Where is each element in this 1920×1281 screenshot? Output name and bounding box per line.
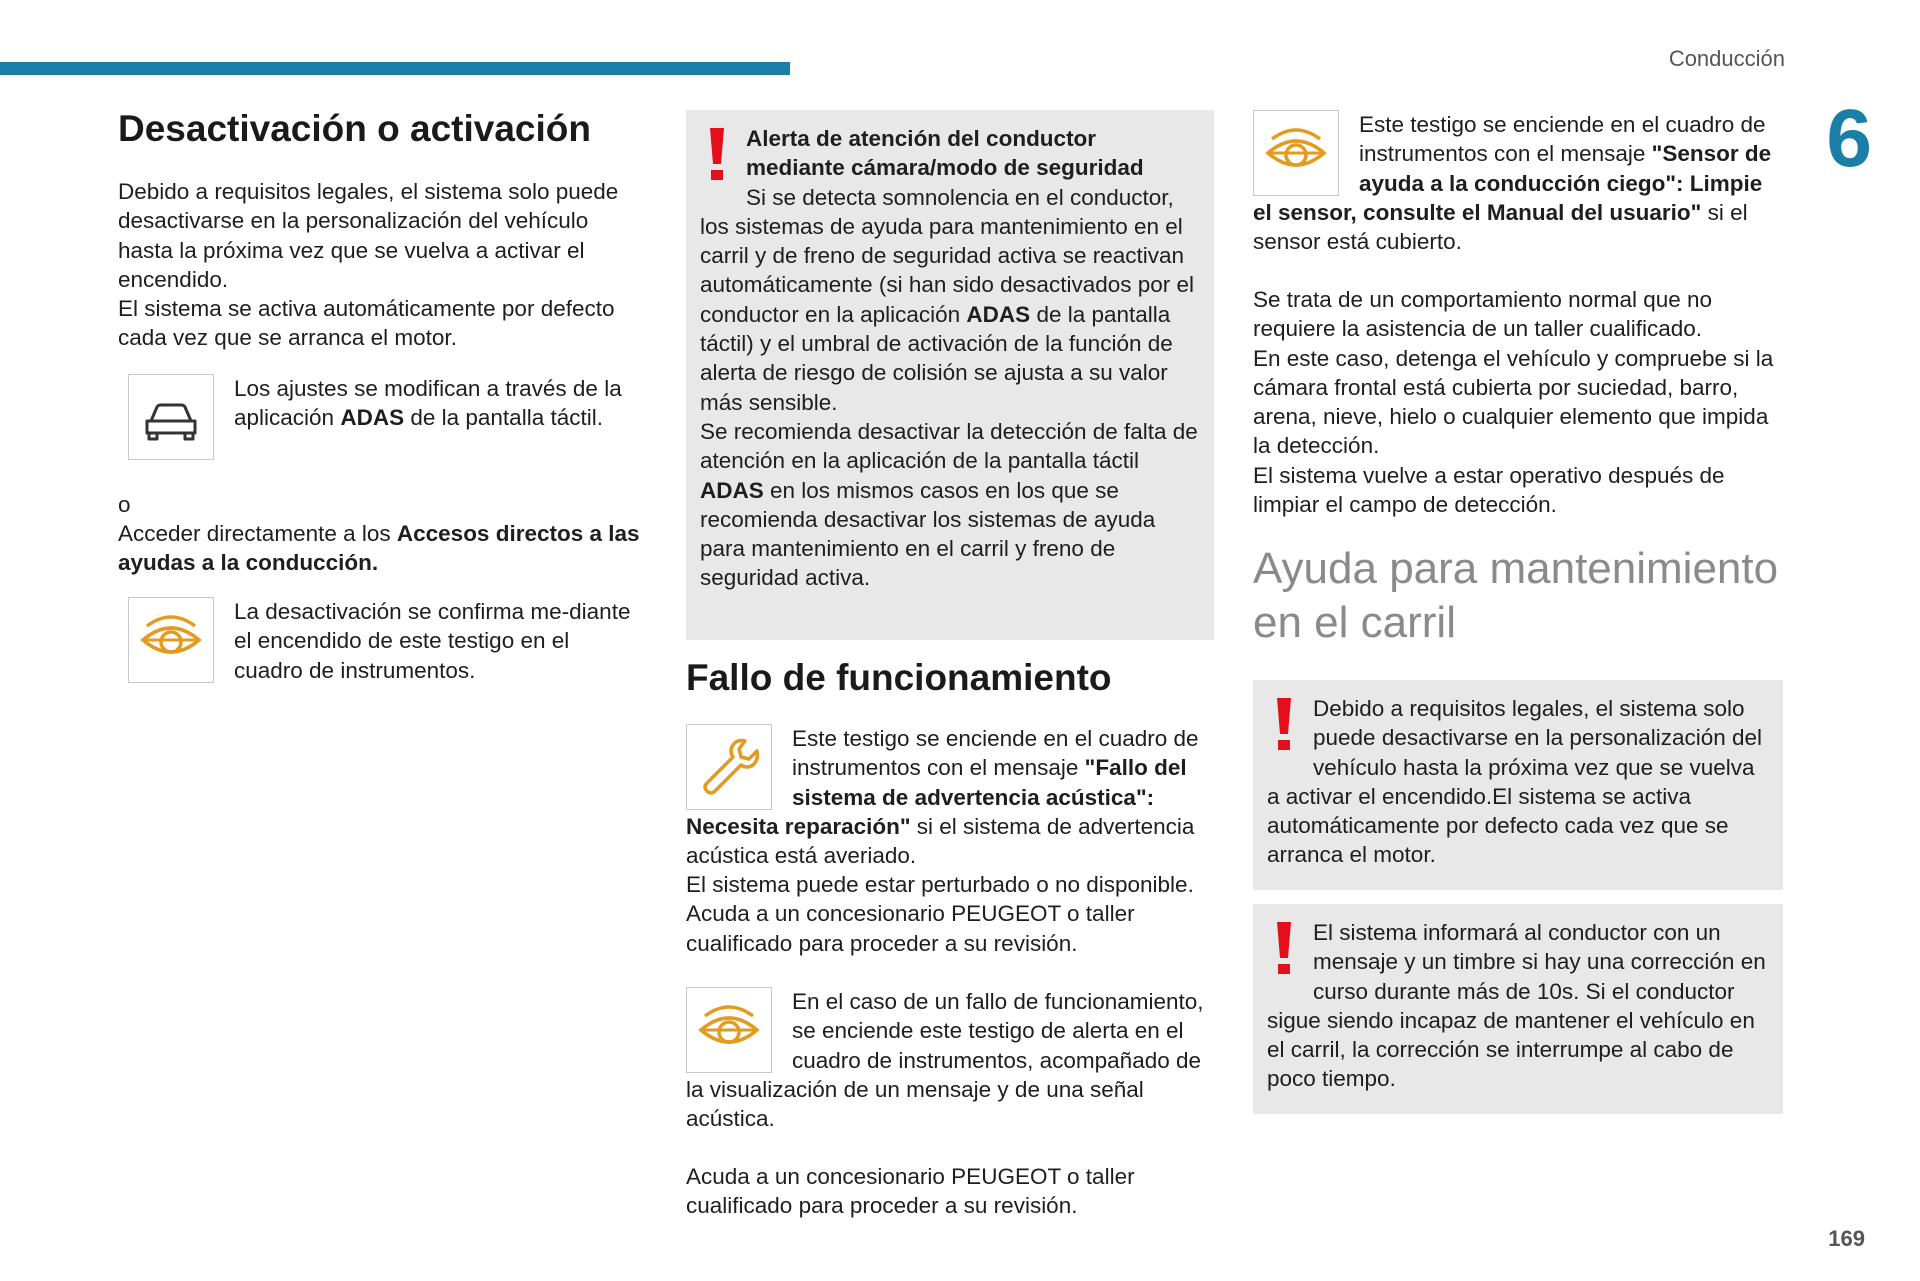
paragraph: Se trata de un comportamiento normal que no requiere la asistencia de un taller cualificado. <box>1253 287 1713 342</box>
eye-note-text: Este testigo se enciende en el cuadro de instrumentos con el mensaje "Sensor de ayuda a la conducción ciego": Limpie el sensor, consulte el Manual del usuario" si el sensor está cubierto. <box>1253 112 1772 255</box>
wrench-note <box>686 724 1214 870</box>
eye-warning-icon <box>128 597 214 683</box>
eye-warning-icon-svg <box>1260 117 1332 189</box>
eye-warning-icon-svg <box>135 604 207 676</box>
paragraph: En este caso, detenga el vehículo y compruebe si la cámara frontal está cubierta por suciedad, barro, arena, nieve, hielo o cualquier elemento que impida la detección. <box>1253 345 1774 459</box>
heading-malfunction: Fallo de funcionamiento <box>686 657 1112 698</box>
eye-warning-icon <box>686 987 772 1073</box>
alert-box-driver-attention <box>686 110 1214 640</box>
alert-paragraph-1: Si se detecta somnolencia en el conductor, los sistemas de ayuda para mantenimiento en el carril y de freno de seguridad activa se reactivan automáticamente (si han sido desactivados por el conductor en la aplicación ADAS de la pantalla táctil) y el umbral de activación de la función de alerta de riesgo de colisión se ajusta a su valor más sensible. <box>700 184 1195 415</box>
wrench-note-text: Este testigo se enciende en el cuadro de instrumentos con el mensaje "Fallo del sistema de advertencia acústica": Necesita reparación" si el sistema de advertencia acústica está averiado. <box>686 726 1199 869</box>
intro-text <box>118 177 643 353</box>
wrench-icon <box>686 724 772 810</box>
shortcut-text: Acceder directamente a los Accesos directos a las ayudas a la conducción. <box>118 521 640 576</box>
eye-note-text: En el caso de un fallo de funcionamiento, se enciende este testigo de alerta en el cuadro de instrumentos, acompañado de la visualización de un mensaje y de una señal acústica. <box>686 989 1204 1132</box>
paragraph: El sistema vuelve a estar operativo después de limpiar el campo de detección. <box>1253 462 1725 518</box>
eye-note-sensor <box>1253 110 1783 256</box>
exclamation-icon <box>700 126 734 184</box>
paragraph: El sistema puede estar perturbado o no disponible. <box>686 872 1194 897</box>
exclamation-icon <box>1267 920 1301 978</box>
alert-box-correction <box>1253 904 1783 1114</box>
or-text: o <box>118 492 131 517</box>
paragraph: Debido a requisitos legales, el sistema solo puede desactivarse en la personalización del vehículo hasta la próxima vez que se vuelva a activar el encendido. <box>118 179 619 292</box>
header-accent-bar <box>0 62 790 75</box>
wrench-icon-svg <box>693 731 765 803</box>
eye-note <box>128 597 643 685</box>
exclamation-icon <box>1267 696 1301 754</box>
car-icon <box>128 374 214 460</box>
alert-text: Debido a requisitos legales, el sistema solo puede desactivarse en la personalización del vehículo hasta la próxima vez que se vuelva a activar el encendido.El sistema se activa automáticamente por defecto cada vez que se arranca el motor. <box>1267 696 1763 868</box>
eye-warning-icon <box>1253 110 1339 196</box>
eye-note-malfunction <box>686 987 1214 1133</box>
heading-lane-keeping: Ayuda para mantenimiento en el carril <box>1253 544 1779 647</box>
car-note-text: Los ajustes se modifican a través de la aplicación ADAS de la pantalla táctil. <box>234 376 622 431</box>
chapter-number: 6 <box>1826 93 1872 184</box>
section-title: Conducción <box>1668 46 1785 71</box>
car-icon-svg <box>135 381 207 453</box>
malfunction-text <box>686 870 1214 958</box>
eye-warning-icon-svg <box>693 994 765 1066</box>
sensor-text <box>1253 285 1783 519</box>
alert-text: El sistema informará al conductor con un mensaje y un timbre si hay una corrección en curso durante más de 10s. Si el conductor sigue siendo incapaz de mantener el vehículo en el carril, la corrección se interrumpe al cabo de poco tiempo. <box>1267 920 1766 1092</box>
eye-note-text: La desactivación se confirma me-diante el encendido de este testigo en el cuadro de instrumentos. <box>234 599 631 683</box>
paragraph: Acuda a un concesionario PEUGEOT o taller cualificado para proceder a su revisión. <box>686 901 1135 956</box>
alert-title: Alerta de atención del conductor mediante cámara/modo de seguridad <box>746 126 1144 181</box>
heading-deactivation: Desactivación o activación <box>118 108 591 149</box>
page-number: 169 <box>1828 1226 1865 1251</box>
alert-box-legal <box>1253 680 1783 890</box>
alert-paragraph-2: Se recomienda desactivar la detección de falta de atención en la aplicación de la pantalla táctil ADAS en los mismos casos en los que se recomienda desactivar los sistemas de ayuda para mantenimiento en el carril y freno de seguridad activa. <box>700 418 1198 591</box>
car-note <box>128 374 643 460</box>
paragraph: El sistema se activa automáticamente por defecto cada vez que se arranca el motor. <box>118 296 615 351</box>
paragraph: Acuda a un concesionario PEUGEOT o taller cualificado para proceder a su revisión. <box>686 1164 1135 1219</box>
